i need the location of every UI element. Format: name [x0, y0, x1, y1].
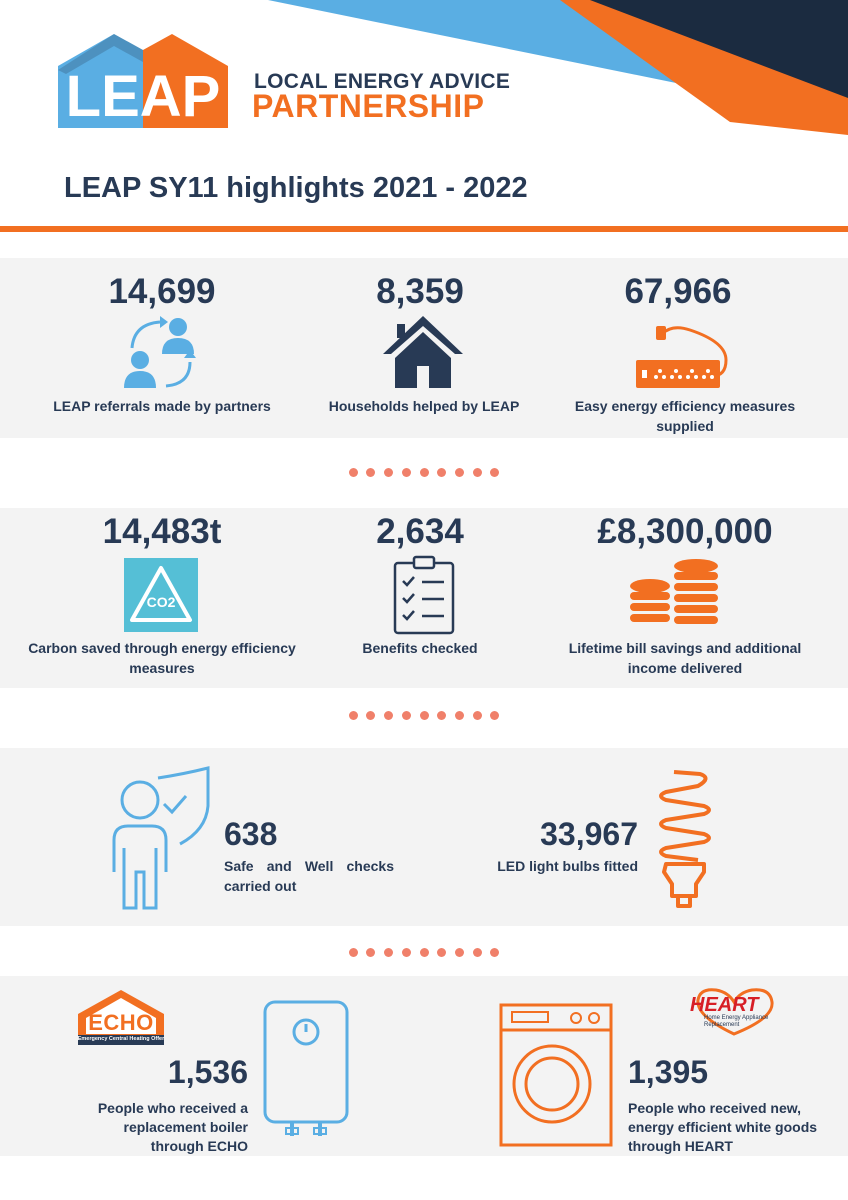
heart-label-line2: energy efficient white goods	[628, 1119, 818, 1135]
boiler-icon	[262, 998, 350, 1144]
heart-label-line1: People who received new,	[628, 1100, 801, 1116]
savings-label: Lifetime bill savings and additional income delivered	[568, 640, 802, 676]
co2-label: CO2	[146, 594, 176, 610]
households-label: Households helped by LEAP	[328, 398, 520, 414]
carbon-label: Carbon saved through energy efficiency measures	[28, 640, 296, 676]
page-title: LEAP SY11 highlights 2021 - 2022	[64, 172, 528, 204]
safe-well-label-line2: carried out	[224, 878, 297, 894]
heart-logo-name: HEART	[690, 994, 759, 1016]
safe-well-value: 638	[224, 816, 278, 852]
measures-value: 67,966	[624, 272, 732, 311]
spiral-bulb-icon	[650, 768, 720, 910]
logo-tagline-line1: LOCAL ENERGY ADVICE	[254, 70, 511, 93]
person-shield-icon	[106, 764, 214, 914]
echo-label-line3: through ECHO	[150, 1138, 248, 1154]
house-icon	[383, 314, 463, 390]
leap-logo	[54, 30, 232, 130]
echo-label-line1: People who received a	[97, 1100, 248, 1116]
clipboard-checklist-icon	[392, 554, 456, 636]
heart-logo-tagline-line1: Home Energy Appliance	[704, 1015, 769, 1021]
heart-value: 1,395	[628, 1054, 709, 1090]
leap-logo-house-icon	[54, 30, 232, 130]
measures-label: Easy energy efficiency measures supplied	[574, 398, 796, 434]
echo-logo	[76, 988, 166, 1046]
referrals-label: LEAP referrals made by partners	[53, 398, 271, 414]
households-value: 8,359	[376, 272, 464, 311]
co2-warning-icon	[124, 558, 198, 632]
safe-well-label-line1: Safe and Well checks	[224, 858, 394, 874]
coin-stack-icon	[626, 556, 726, 632]
leap-wordmark: LEAP	[65, 64, 221, 129]
echo-logo-tagline: Emergency Central Heating Offer	[77, 1036, 165, 1042]
led-value: 33,967	[540, 816, 638, 852]
heart-logo-tagline-line2: Replacement	[704, 1022, 740, 1028]
title-divider	[0, 226, 848, 232]
divider-dots-3	[0, 948, 848, 957]
echo-label-line2: replacement boiler	[123, 1119, 248, 1135]
led-label: LED light bulbs fitted	[497, 858, 638, 874]
heart-logo	[688, 986, 780, 1038]
referral-people-icon	[120, 312, 200, 392]
benefits-label: Benefits checked	[362, 640, 478, 656]
benefits-value: 2,634	[376, 512, 464, 551]
logo-tagline-line2: PARTNERSHIP	[252, 88, 485, 124]
divider-dots-1	[0, 468, 848, 477]
divider-dots-2	[0, 711, 848, 720]
referrals-value: 14,699	[108, 272, 216, 311]
savings-value: £8,300,000	[597, 512, 773, 551]
echo-logo-name: ECHO	[88, 1010, 154, 1035]
heart-label-line3: through HEART	[628, 1138, 733, 1154]
echo-value: 1,536	[167, 1054, 248, 1090]
washing-machine-icon	[498, 1000, 614, 1148]
power-strip-icon	[632, 320, 732, 392]
carbon-value: 14,483t	[102, 512, 222, 551]
